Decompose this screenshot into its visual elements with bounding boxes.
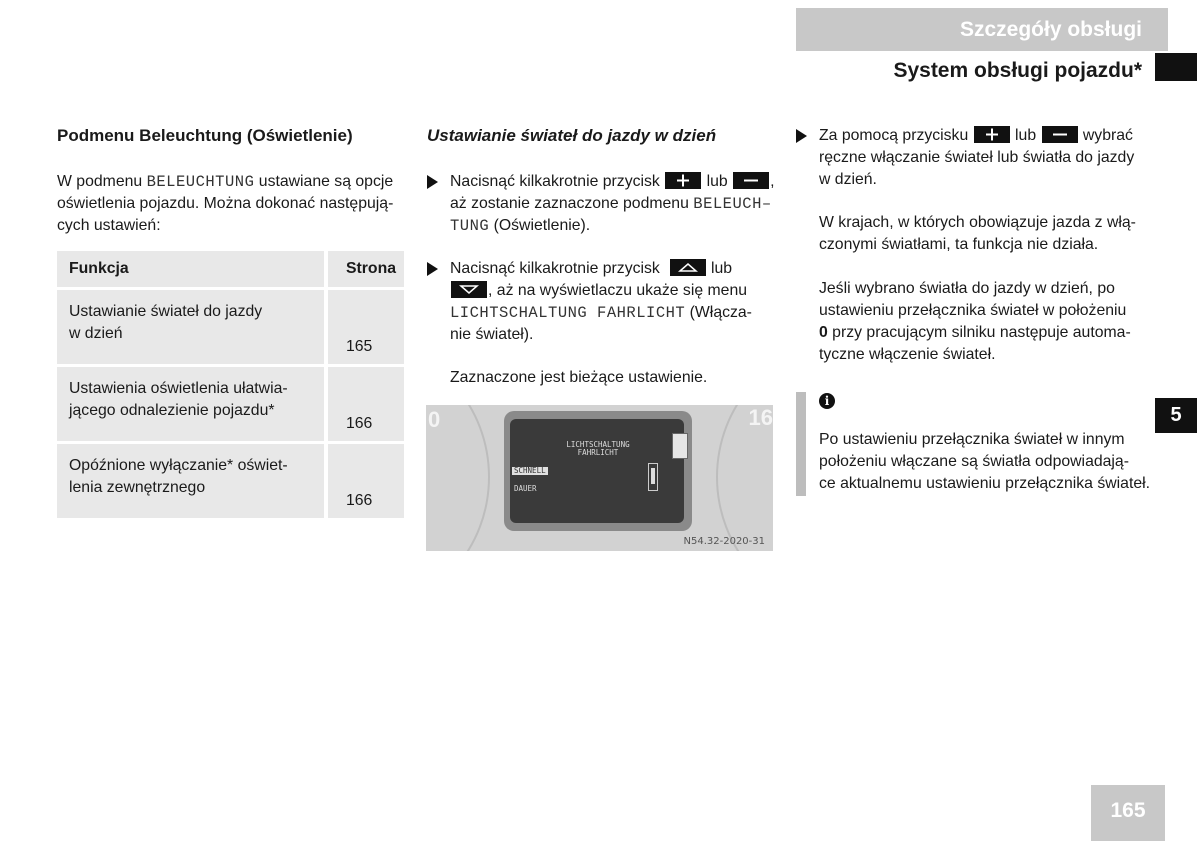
step-text: (Oświetlenie). [489,217,591,234]
cell-text: lenia zewnętrznego [69,479,206,496]
plus-icon [974,126,1010,143]
lcd-title-line: FAHRLICHT [577,448,619,457]
current-setting-text: Zaznaczone jest bieżące ustawienie. [450,369,708,386]
lcd-screen [510,419,684,523]
intro-text: ustawiane są opcje [254,173,394,190]
info-icon: i [819,393,835,409]
note-text: Po ustawieniu przełącznika świateł w innym [819,431,1125,448]
step-1 [450,171,780,237]
table-cell-page: 165 [328,290,404,367]
step-text: lub [1010,127,1041,144]
step-text: ręczne włączanie świateł lub światła do jazdy [819,149,1135,166]
note-text: położeniu włączane są światła odpowiadają- [819,453,1129,470]
step-text: , [770,173,775,190]
minus-icon [733,172,769,189]
step-text: lub [702,173,733,190]
step-text: Nacisnąć kilkakrotnie przycisk [450,260,665,277]
para-text: ustawieniu przełącznika świateł w położeniu [819,302,1127,319]
image-reference-code: N54.32-2020-31 [683,536,765,547]
daylight-auto-note [819,278,1159,366]
para-text: przy pracującym silniku następuje automa- [827,324,1131,341]
step-text: (Włącza- [685,304,752,321]
intro-text: cych ustawień: [57,217,161,234]
functions-table [57,251,404,521]
table-cell-function [57,367,328,444]
step-text: Za pomocą przycisku [819,127,973,144]
country-note [819,212,1159,256]
cell-text: w dzień [69,325,123,342]
display-side-indicator [672,433,688,459]
triangle-right-icon [796,129,807,143]
step-text: lub [706,260,733,277]
display-frame [504,411,692,531]
table-row [57,290,404,367]
step-text: Nacisnąć kilkakrotnie przycisk [450,173,665,190]
intro-code: BELEUCHTUNG [146,173,255,191]
submenu-intro [57,171,407,237]
intro-text: oświetlenia pojazdu. Można dokonać następują- [57,195,394,212]
cell-text: Ustawienia oświetlenia ułatwia- [69,380,288,397]
section-title: Szczegóły obsługi [959,17,1142,41]
table-header-function: Funkcja [57,251,328,290]
gauge-left-number: 0 [428,407,441,432]
step-text: wybrać [1078,127,1133,144]
lcd-title [550,441,646,457]
arrow-up-icon [670,259,706,276]
lcd-title-line: LICHTSCHALTUNG [566,440,630,449]
table-row [57,444,404,521]
step-select [819,125,1159,191]
table-cell-page: 166 [328,444,404,521]
table-header-row [57,251,404,290]
page-number: 165 [1091,785,1165,841]
lcd-option: DAUER [514,484,537,493]
step-text: nie świateł). [450,326,534,343]
step-code: LICHTSCHALTUNG FAHRLICHT [450,304,686,322]
arrow-down-icon [451,281,487,298]
header-marker [1155,53,1197,81]
note-text: ce aktualnemu ustawieniu przełącznika świateł. [819,475,1151,492]
para-text: Jeśli wybrano światła do jazdy w dzień, po [819,280,1115,297]
para-bold-text: 0 [819,324,828,341]
table-cell-function [57,444,328,521]
table-cell-page: 166 [328,367,404,444]
para-text: czonymi światłami, ta funkcja nie działa. [819,236,1099,253]
step-code: BELEUCH– [693,195,772,213]
triangle-right-icon [427,262,438,276]
step-text: w dzień. [819,171,877,188]
chapter-tab: 5 [1155,398,1197,433]
submenu-heading: Podmenu Beleuchtung (Oświetlenie) [57,126,353,145]
lcd-scrollbar [648,463,658,491]
para-text: W krajach, w których obowiązuje jazda z włą- [819,214,1136,231]
para-text: tyczne włączenie świateł. [819,346,996,363]
intro-text: W podmenu [57,173,147,190]
step-2 [450,258,780,346]
cell-text: jącego odnalezienie pojazdu* [69,402,275,419]
step-text: , aż na wyświetlaczu ukaże się menu [488,282,748,299]
step-code: TUNG [450,217,490,235]
minus-icon [1042,126,1078,143]
cell-text: Ustawianie świateł do jazdy [69,303,263,320]
gauge-right-number: 16 [748,405,773,430]
table-header-page: Strona [328,251,404,290]
table-cell-function [57,290,328,367]
note-bar [796,392,806,496]
lcd-selected-option: SCHNELL [514,466,546,475]
subsection-title: System obsługi pojazdu* [893,59,1142,82]
table-row [57,367,404,444]
info-note [819,429,1159,495]
step-text: aż zostanie zaznaczone podmenu [450,195,694,212]
cell-text: Opóźnione wyłączanie* oświet- [69,457,288,474]
instrument-display-image [426,405,773,551]
plus-icon [665,172,701,189]
section-header [796,8,1168,51]
triangle-right-icon [427,175,438,189]
daylight-heading: Ustawianie świateł do jazdy w dzień [427,126,717,145]
